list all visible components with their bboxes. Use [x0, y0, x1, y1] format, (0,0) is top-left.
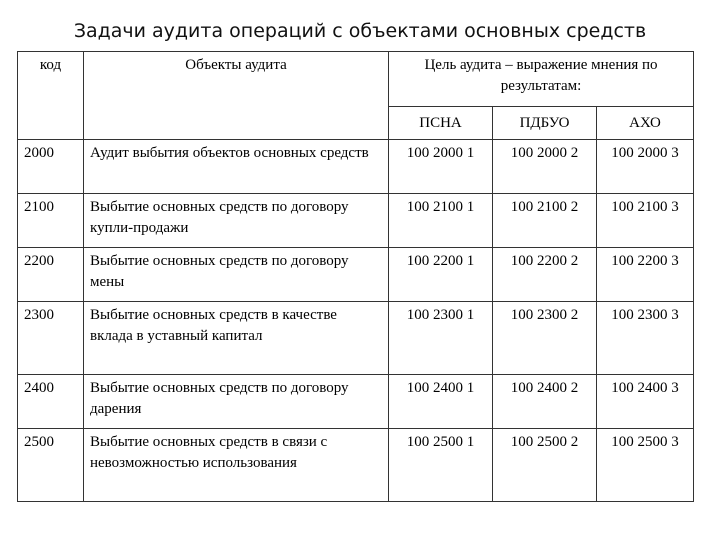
table-row	[18, 429, 694, 502]
row-aho: 100 2000 3	[597, 140, 694, 194]
row-code: 2000	[18, 140, 84, 194]
row-object: Выбытие основных средств в связи с невозможностью использования	[84, 429, 389, 502]
row-pdbuo: 100 2200 2	[493, 248, 597, 302]
row-pdbuo: 100 2300 2	[493, 302, 597, 375]
table-row	[18, 140, 694, 194]
row-aho: 100 2100 3	[597, 194, 694, 248]
audit-tasks-table	[17, 51, 694, 502]
header-psna: ПСНА	[389, 107, 493, 140]
row-psna: 100 2100 1	[389, 194, 493, 248]
header-code: код	[18, 52, 84, 140]
row-aho: 100 2200 3	[597, 248, 694, 302]
row-pdbuo: 100 2500 2	[493, 429, 597, 502]
table-row	[18, 194, 694, 248]
row-psna: 100 2000 1	[389, 140, 493, 194]
row-code: 2400	[18, 375, 84, 429]
row-code: 2100	[18, 194, 84, 248]
row-object: Аудит выбытия объектов основных средств	[84, 140, 389, 194]
row-aho: 100 2400 3	[597, 375, 694, 429]
row-code: 2200	[18, 248, 84, 302]
row-aho: 100 2300 3	[597, 302, 694, 375]
table-row	[18, 375, 694, 429]
row-psna: 100 2300 1	[389, 302, 493, 375]
header-pdbuo: ПДБУО	[493, 107, 597, 140]
row-pdbuo: 100 2100 2	[493, 194, 597, 248]
row-object: Выбытие основных средств по договору мены	[84, 248, 389, 302]
row-object: Выбытие основных средств по договору дарения	[84, 375, 389, 429]
row-psna: 100 2400 1	[389, 375, 493, 429]
header-goal: Цель аудита – выражение мнения по результатам:	[389, 52, 694, 107]
table-row	[18, 248, 694, 302]
row-object: Выбытие основных средств по договору купли-продажи	[84, 194, 389, 248]
row-psna: 100 2500 1	[389, 429, 493, 502]
row-aho: 100 2500 3	[597, 429, 694, 502]
header-aho: АХО	[597, 107, 694, 140]
header-objects: Объекты аудита	[84, 52, 389, 140]
row-code: 2300	[18, 302, 84, 375]
table-row	[18, 302, 694, 375]
slide-title: Задачи аудита операций с объектами основных средств	[73, 20, 647, 42]
row-psna: 100 2200 1	[389, 248, 493, 302]
row-pdbuo: 100 2000 2	[493, 140, 597, 194]
row-code: 2500	[18, 429, 84, 502]
row-pdbuo: 100 2400 2	[493, 375, 597, 429]
row-object: Выбытие основных средств в качестве вклада в уставный капитал	[84, 302, 389, 375]
